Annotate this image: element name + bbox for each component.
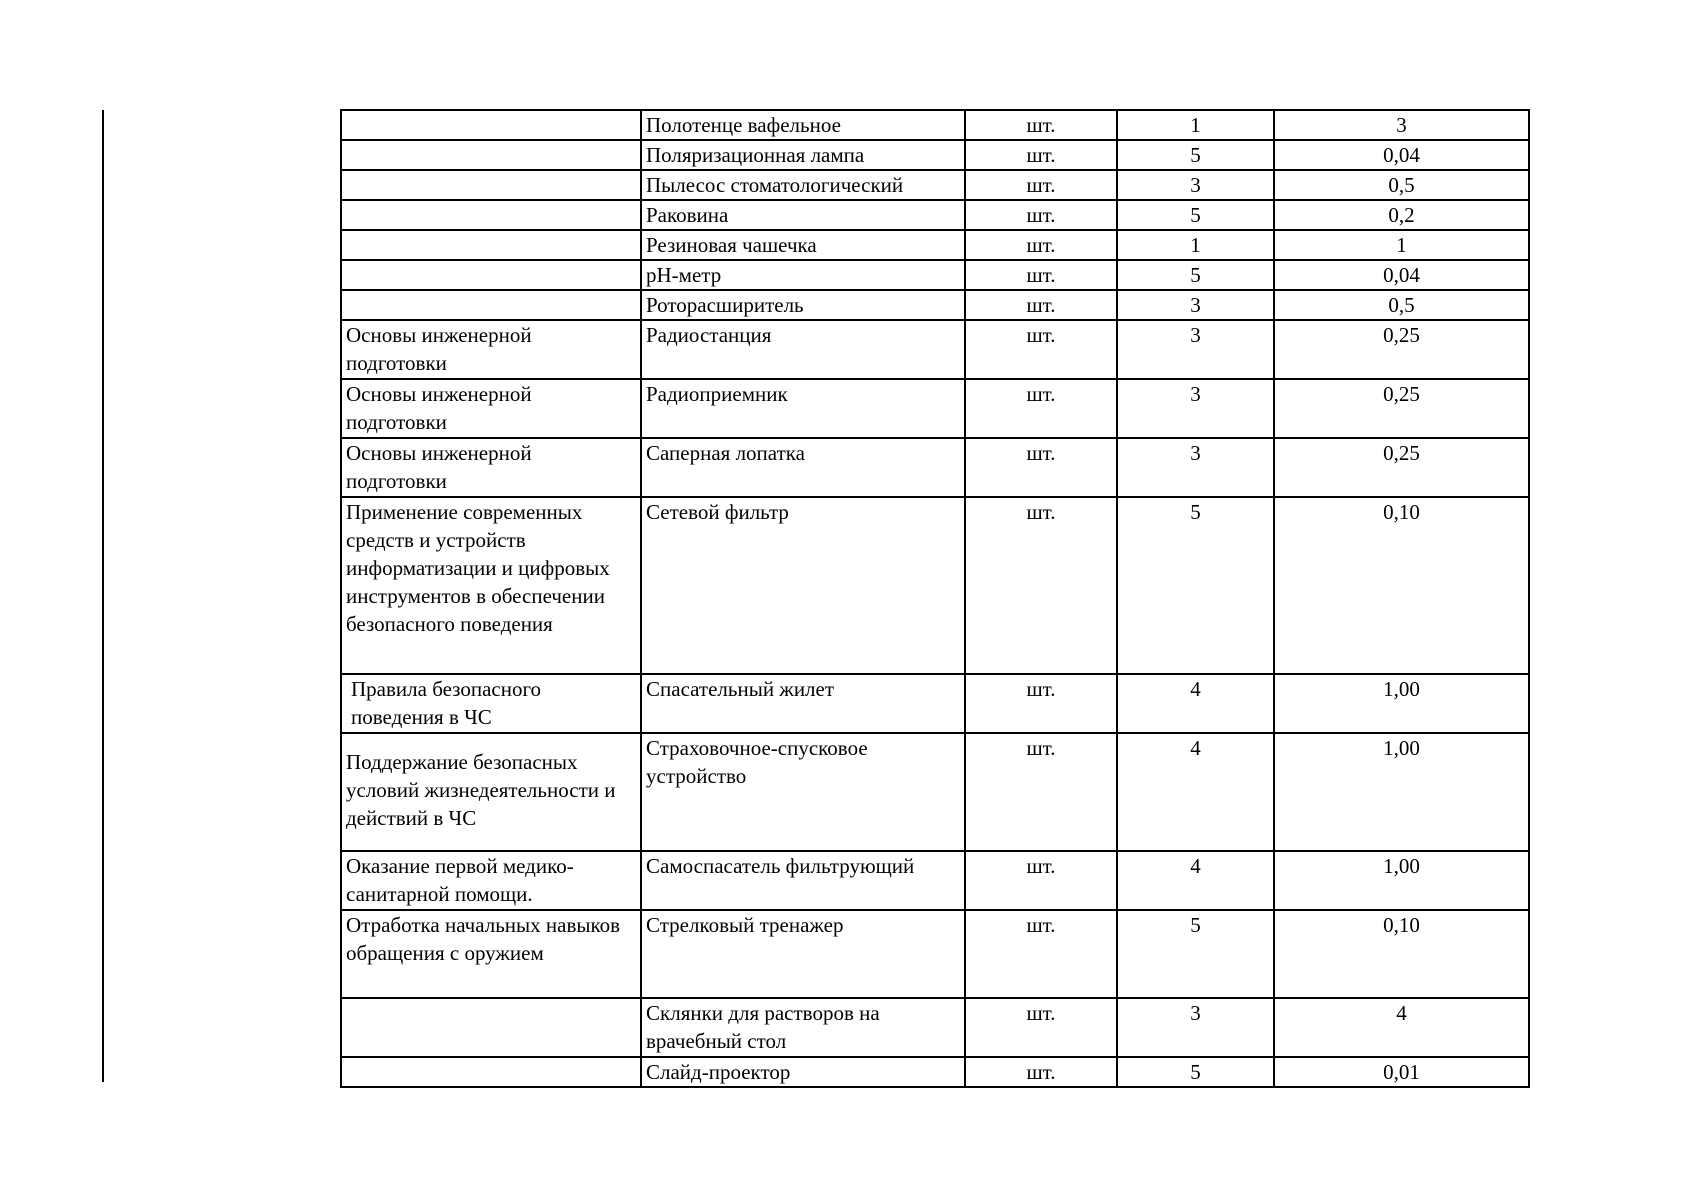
table-row bbox=[341, 733, 1529, 851]
topic-cell: Отработка начальных навыков обращения с оружием bbox=[341, 910, 641, 998]
item-cell: Саперная лопатка bbox=[641, 438, 965, 497]
item-cell: Пылесос стоматологический bbox=[641, 170, 965, 200]
unit-cell: шт. bbox=[965, 260, 1117, 290]
table-row bbox=[341, 170, 1529, 200]
unit-cell: шт. bbox=[965, 320, 1117, 379]
norm-cell: 0,04 bbox=[1274, 140, 1529, 170]
quantity-cell: 5 bbox=[1117, 260, 1274, 290]
topic-cell bbox=[341, 110, 641, 140]
unit-cell: шт. bbox=[965, 110, 1117, 140]
item-cell: Радиоприемник bbox=[641, 379, 965, 438]
unit-cell: шт. bbox=[965, 140, 1117, 170]
norm-cell: 1,00 bbox=[1274, 674, 1529, 733]
quantity-cell: 3 bbox=[1117, 320, 1274, 379]
norm-cell: 1,00 bbox=[1274, 733, 1529, 851]
norm-cell: 0,2 bbox=[1274, 200, 1529, 230]
topic-cell: Применение современных средств и устройств информатизации и цифровых инструментов в обеспечении безопасного поведения bbox=[341, 497, 641, 674]
item-cell: Самоспасатель фильтрующий bbox=[641, 851, 965, 910]
page-margin-line bbox=[102, 110, 104, 1082]
norm-cell: 0,25 bbox=[1274, 438, 1529, 497]
item-cell: Слайд-проектор bbox=[641, 1057, 965, 1087]
table-row bbox=[341, 998, 1529, 1057]
table-row bbox=[341, 290, 1529, 320]
norm-cell: 0,5 bbox=[1274, 290, 1529, 320]
quantity-cell: 1 bbox=[1117, 110, 1274, 140]
topic-cell bbox=[341, 998, 641, 1057]
unit-cell: шт. bbox=[965, 1057, 1117, 1087]
quantity-cell: 3 bbox=[1117, 170, 1274, 200]
table-row bbox=[341, 497, 1529, 674]
unit-cell: шт. bbox=[965, 998, 1117, 1057]
item-cell: Поляризационная лампа bbox=[641, 140, 965, 170]
table-row bbox=[341, 320, 1529, 379]
topic-cell: Основы инженерной подготовки bbox=[341, 379, 641, 438]
quantity-cell: 5 bbox=[1117, 1057, 1274, 1087]
norm-cell: 0,04 bbox=[1274, 260, 1529, 290]
topic-cell bbox=[341, 140, 641, 170]
table-row bbox=[341, 674, 1529, 733]
quantity-cell: 4 bbox=[1117, 674, 1274, 733]
norm-cell: 4 bbox=[1274, 998, 1529, 1057]
topic-cell bbox=[341, 170, 641, 200]
topic-cell bbox=[341, 230, 641, 260]
table-row bbox=[341, 379, 1529, 438]
topic-cell bbox=[341, 260, 641, 290]
quantity-cell: 3 bbox=[1117, 290, 1274, 320]
norm-cell: 0,25 bbox=[1274, 379, 1529, 438]
item-cell: Полотенце вафельное bbox=[641, 110, 965, 140]
topic-cell: Основы инженерной подготовки bbox=[341, 438, 641, 497]
quantity-cell: 1 bbox=[1117, 230, 1274, 260]
table-row bbox=[341, 260, 1529, 290]
item-cell: Роторасширитель bbox=[641, 290, 965, 320]
unit-cell: шт. bbox=[965, 733, 1117, 851]
table-row bbox=[341, 910, 1529, 998]
unit-cell: шт. bbox=[965, 674, 1117, 733]
norm-cell: 3 bbox=[1274, 110, 1529, 140]
table-row bbox=[341, 200, 1529, 230]
quantity-cell: 3 bbox=[1117, 998, 1274, 1057]
norm-cell: 0,10 bbox=[1274, 497, 1529, 674]
topic-cell bbox=[341, 1057, 641, 1087]
unit-cell: шт. bbox=[965, 851, 1117, 910]
norm-cell: 0,10 bbox=[1274, 910, 1529, 998]
unit-cell: шт. bbox=[965, 170, 1117, 200]
unit-cell: шт. bbox=[965, 230, 1117, 260]
table-row bbox=[341, 438, 1529, 497]
item-cell: Сетевой фильтр bbox=[641, 497, 965, 674]
unit-cell: шт. bbox=[965, 910, 1117, 998]
table-row bbox=[341, 1057, 1529, 1087]
topic-cell: Основы инженерной подготовки bbox=[341, 320, 641, 379]
item-cell: pH-метр bbox=[641, 260, 965, 290]
unit-cell: шт. bbox=[965, 379, 1117, 438]
item-cell: Раковина bbox=[641, 200, 965, 230]
norm-cell: 1 bbox=[1274, 230, 1529, 260]
equipment-table bbox=[340, 109, 1530, 1088]
quantity-cell: 3 bbox=[1117, 379, 1274, 438]
topic-cell bbox=[341, 200, 641, 230]
quantity-cell: 5 bbox=[1117, 200, 1274, 230]
item-cell: Склянки для растворов на врачебный стол bbox=[641, 998, 965, 1057]
unit-cell: шт. bbox=[965, 438, 1117, 497]
item-cell: Резиновая чашечка bbox=[641, 230, 965, 260]
table-row bbox=[341, 230, 1529, 260]
table-row bbox=[341, 110, 1529, 140]
quantity-cell: 4 bbox=[1117, 733, 1274, 851]
item-cell: Страховочное-спусковое устройство bbox=[641, 733, 965, 851]
item-cell: Спасательный жилет bbox=[641, 674, 965, 733]
norm-cell: 1,00 bbox=[1274, 851, 1529, 910]
unit-cell: шт. bbox=[965, 200, 1117, 230]
quantity-cell: 5 bbox=[1117, 910, 1274, 998]
norm-cell: 0,01 bbox=[1274, 1057, 1529, 1087]
topic-cell bbox=[341, 290, 641, 320]
unit-cell: шт. bbox=[965, 290, 1117, 320]
topic-cell: Правила безопасного поведения в ЧС bbox=[341, 674, 641, 733]
quantity-cell: 5 bbox=[1117, 497, 1274, 674]
table-row bbox=[341, 140, 1529, 170]
item-cell: Радиостанция bbox=[641, 320, 965, 379]
quantity-cell: 5 bbox=[1117, 140, 1274, 170]
topic-cell: Поддержание безопасных условий жизнедеятельности и действий в ЧС bbox=[341, 733, 641, 851]
quantity-cell: 4 bbox=[1117, 851, 1274, 910]
norm-cell: 0,25 bbox=[1274, 320, 1529, 379]
norm-cell: 0,5 bbox=[1274, 170, 1529, 200]
item-cell: Стрелковый тренажер bbox=[641, 910, 965, 998]
unit-cell: шт. bbox=[965, 497, 1117, 674]
topic-cell: Оказание первой медико-санитарной помощи. bbox=[341, 851, 641, 910]
table-row bbox=[341, 851, 1529, 910]
quantity-cell: 3 bbox=[1117, 438, 1274, 497]
